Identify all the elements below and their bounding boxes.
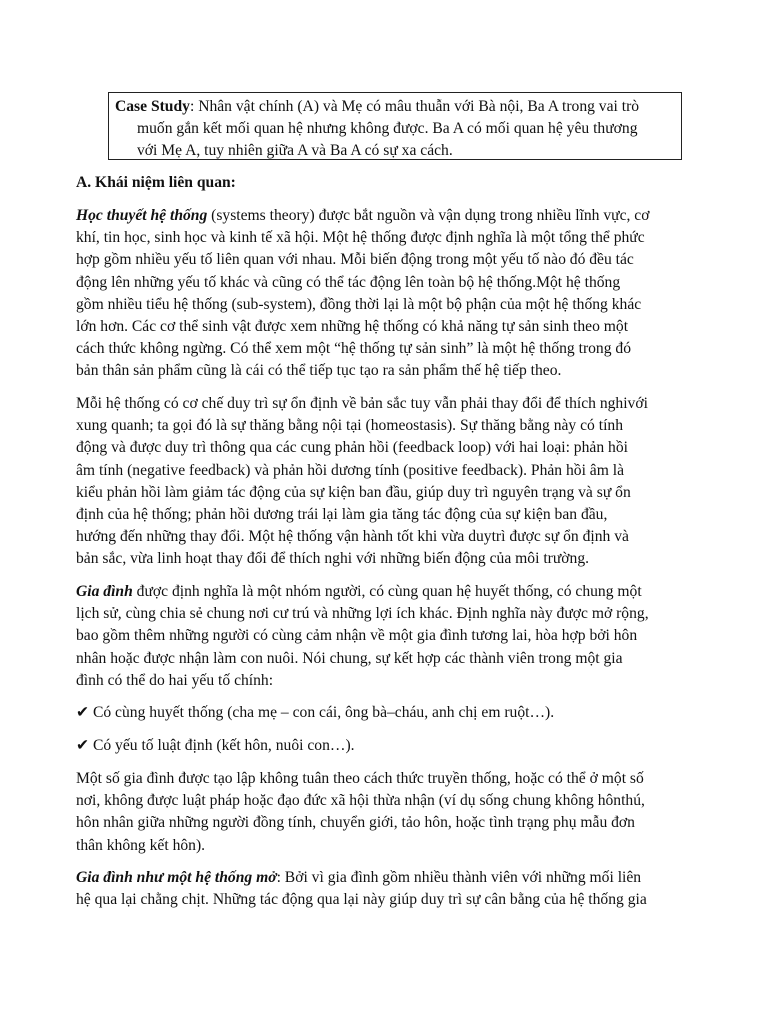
paragraph-line: Một số gia đình được tạo lập không tuân theo cách thức truyền thống, hoặc có thể ở một số: [76, 770, 644, 787]
paragraph-line: hướng đến những thay đổi. Một hệ thống vận hành tốt khi vừa duytrì được sự ổn định và: [76, 528, 629, 546]
paragraph-line: kiểu phản hồi làm giảm tác động của sự kiện ban đầu, giúp duy trì nguyên trạng và sự ổn: [76, 483, 631, 501]
paragraph-line: động và được duy trì thông qua các cung phản hồi (feedback loop) với hai loại: phản hồi: [76, 439, 628, 457]
paragraph-family-open-system: [76, 867, 696, 911]
paragraph-line: nhân hoặc được nhận làm con nuôi. Nói chung, sự kết hợp các thành viên trong một gia: [76, 649, 623, 667]
paragraph-systems-theory: [76, 205, 696, 383]
paragraph-line: hợp gồm nhiều yếu tố liên quan với nhau. Mỗi biến động trong một yếu tố nào đó đều tác: [76, 251, 634, 269]
paragraph-line: bản sắc, vừa linh hoạt thay đổi để thích nghi với những biến động của môi trường.: [76, 550, 590, 568]
paragraph-homeostasis: [76, 393, 696, 571]
paragraph-line: đình có thể do hai yếu tố chính:: [76, 671, 274, 689]
bullet-item-legal: [76, 735, 696, 757]
paragraph-line: gồm nhiều tiểu hệ thống (sub-system), đồng thời lại là một bộ phận của một hệ thống khác: [76, 295, 642, 313]
paragraph-line: định của hệ thống; phản hồi dương trái lại làm gia tăng tác động của sự kiện ban đầu,: [76, 506, 608, 524]
paragraph-line: thân không kết hôn).: [76, 836, 206, 854]
paragraph-line: khí, tin học, sinh học và kinh tế xã hội. Một hệ thống được định nghĩa là một tổng thể phức: [76, 229, 645, 247]
paragraph-line: lớn hơn. Các cơ thể sinh vật được xem những hệ thống có khả năng tự sản sinh theo một: [76, 318, 629, 336]
paragraph-line: cách thức không ngừng. Có thể xem một “hệ thống tự sản sinh” là một hệ thống trong đó: [76, 340, 632, 358]
paragraph-line: [76, 581, 696, 603]
paragraph-line: hôn nhân giữa những người đồng tính, chuyển giới, tảo hôn, hoặc tình trạng phụ mẫu đơn: [76, 814, 635, 832]
term-family-open-system: Gia đình như một hệ thống mở: [76, 869, 277, 886]
paragraph-family-definition: [76, 581, 696, 692]
paragraph-text: (systems theory) được bắt nguồn và vận dụng trong nhiều lĩnh vực, cơ: [207, 207, 650, 224]
paragraph-line: bao gồm thêm những người có cùng cảm nhận về một gia đình tương lai, hòa hợp bởi hôn: [76, 627, 638, 645]
paragraph-nontraditional-family: [76, 768, 696, 857]
case-study-line-3: với Mẹ A, tuy nhiên giữa A và Ba A có sự xa cách.: [137, 142, 453, 159]
case-study-line-1: [115, 96, 673, 118]
paragraph-line: nơi, không được luật pháp hoặc đạo đức xã hội thừa nhận (ví dụ sống chung không hônthú,: [76, 792, 645, 810]
section-heading: A. Khái niệm liên quan:: [76, 174, 236, 191]
bullet-text: ✔ Có yếu tố luật định (kết hôn, nuôi con…).: [76, 737, 355, 754]
paragraph-line: [76, 205, 696, 227]
term-systems-theory: Học thuyết hệ thống: [76, 207, 208, 224]
paragraph-line: động lên những yếu tố khác và cũng có thể tác động lên toàn bộ hệ thống.Một hệ thống: [76, 273, 621, 291]
paragraph-line: [76, 867, 696, 889]
paragraph-line: bản thân sản phẩm cũng là cái có thể tiếp tục tạo ra sản phẩm thế hệ tiếp theo.: [76, 362, 562, 380]
paragraph-text: : Bởi vì gia đình gồm nhiều thành viên với những mối liên: [276, 869, 642, 886]
case-study-label: Case Study: [115, 98, 190, 115]
bullet-text: ✔ Có cùng huyết thống (cha mẹ – con cái, ông bà–cháu, anh chị em ruột…).: [76, 704, 555, 721]
bullet-item-blood: [76, 702, 696, 724]
paragraph-line: âm tính (negative feedback) và phản hồi dương tính (positive feedback). Phản hồi âm là: [76, 461, 625, 479]
paragraph-line: lịch sử, cùng chia sẻ chung nơi cư trú và những lợi ích khác. Định nghĩa này được mở rộng,: [76, 605, 649, 623]
paragraph-text: được định nghĩa là một nhóm người, có cùng quan hệ huyết thống, có chung một: [132, 583, 642, 600]
term-family: Gia đình: [76, 583, 133, 600]
case-study-text-1: : Nhân vật chính (A) và Mẹ có mâu thuẫn với Bà nội, Ba A trong vai trò: [189, 98, 640, 115]
paragraph-line: xung quanh; ta gọi đó là sự thăng bằng nội tại (homeostasis). Sự thăng bằng này có tính: [76, 417, 624, 435]
paragraph-line: hệ qua lại chằng chịt. Những tác động qua lại này giúp duy trì sự cân bằng của hệ thống gia: [76, 891, 647, 909]
paragraph-line: Mỗi hệ thống có cơ chế duy trì sự ổn định về bản sắc tuy vẫn phải thay đổi để thích nghivới: [76, 395, 648, 412]
case-study-line-2: muốn gắn kết mối quan hệ nhưng không được. Ba A có mối quan hệ yêu thương: [137, 120, 638, 137]
case-study-box: [108, 92, 682, 160]
